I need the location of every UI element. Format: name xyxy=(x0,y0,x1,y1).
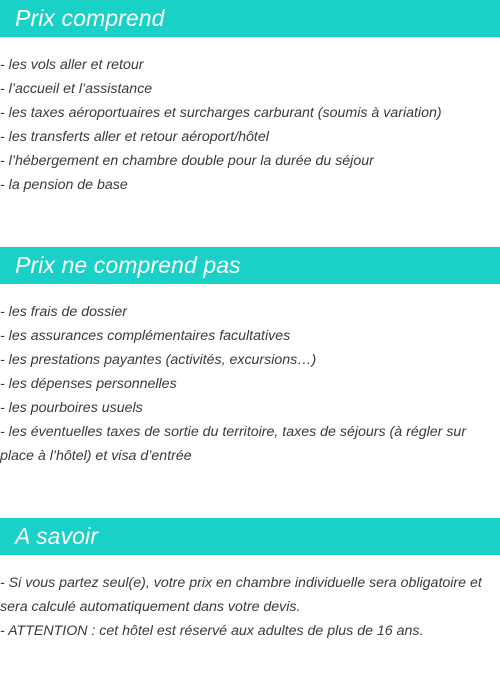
list-item: - les frais de dossier xyxy=(0,304,127,320)
section-title-good-to-know: A savoir xyxy=(15,523,99,549)
section-title-included: Prix comprend xyxy=(15,5,165,31)
list-item: - les assurances complémentaires facultatives xyxy=(0,328,291,344)
list-item: - l’accueil et l’assistance xyxy=(0,81,153,97)
list-item: - Si vous partez seul(e), votre prix en chambre individuelle sera obligatoire et sera calculé automatiquement dans votre devis. xyxy=(0,575,482,615)
list-item: - les pourboires usuels xyxy=(0,400,143,416)
list-item: - ATTENTION : cet hôtel est réservé aux adultes de plus de 16 ans. xyxy=(0,623,424,639)
section-title-not-included: Prix ne comprend pas xyxy=(15,252,241,278)
list-item: - les dépenses personnelles xyxy=(0,376,177,392)
list-item: - l’hébergement en chambre double pour la durée du séjour xyxy=(0,153,374,169)
list-item: - les éventuelles taxes de sortie du territoire, taxes de séjours (à régler sur place à l’hôtel) et visa d’entrée xyxy=(0,424,467,464)
list-item: - les prestations payantes (activités, excursions…) xyxy=(0,352,317,368)
section-header-included xyxy=(0,0,500,37)
list-item: - les transferts aller et retour aéroport/hôtel xyxy=(0,129,269,145)
section-header-good-to-know xyxy=(0,518,500,555)
list-item: - la pension de base xyxy=(0,177,128,193)
good-to-know-list xyxy=(0,571,500,643)
section-header-not-included xyxy=(0,247,500,284)
not-included-list xyxy=(0,300,500,468)
list-item: - les taxes aéroportuaires et surcharges carburant (soumis à variation) xyxy=(0,105,442,121)
list-item: - les vols aller et retour xyxy=(0,57,144,73)
included-list xyxy=(0,53,500,197)
